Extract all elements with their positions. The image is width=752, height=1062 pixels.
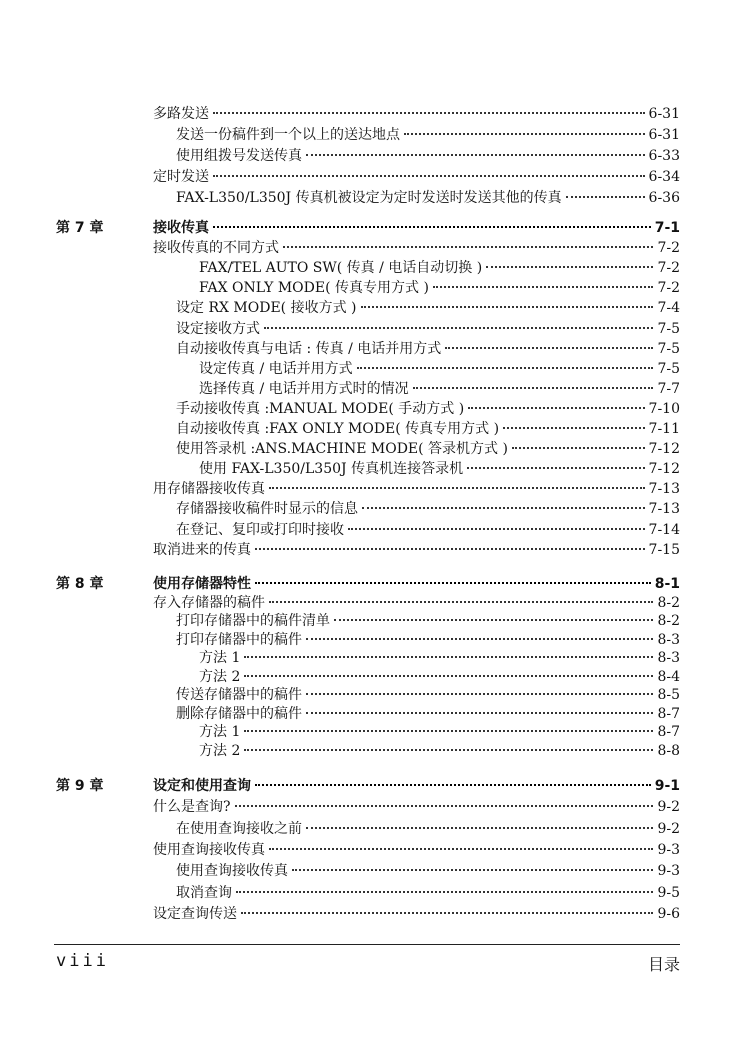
- toc-entry-page: 7-5: [657, 340, 680, 357]
- dot-leader: [306, 154, 645, 156]
- dot-leader: [283, 246, 653, 248]
- toc-entry-title: 存入存储器的稿件: [153, 594, 265, 611]
- toc-entry[interactable]: [153, 188, 680, 208]
- toc-entry-title: 打印存储器中的稿件清单: [176, 613, 330, 629]
- toc-entry-page: 6-31: [648, 127, 680, 143]
- toc-entry-title: 自动接收传真 :FAX ONLY MODE( 传真专用方式 ): [176, 421, 500, 437]
- toc-entry[interactable]: [153, 339, 680, 359]
- toc-entry-page: 7-5: [657, 360, 680, 377]
- toc-entry-title: FAX ONLY MODE( 传真专用方式 ): [199, 280, 429, 297]
- toc-entry-page: 8-3: [657, 650, 680, 666]
- toc-entry-title: 在登记、复印或打印时接收: [176, 521, 344, 538]
- chapter-label: 第 7 章: [56, 220, 104, 236]
- toc-entry-title: 方法 2: [199, 668, 241, 685]
- dot-leader: [269, 601, 653, 603]
- toc-entry[interactable]: [153, 167, 680, 187]
- dot-leader: [213, 175, 645, 177]
- toc-entry-page: 7-1: [654, 220, 680, 236]
- toc-entry-page: 7-2: [657, 240, 680, 257]
- dot-leader: [413, 387, 654, 389]
- dot-leader: [244, 656, 653, 658]
- toc-entry-title: 使用存储器特性: [153, 576, 251, 592]
- toc-entry[interactable]: [153, 776, 680, 796]
- toc-entry-title: 方法 2: [199, 742, 241, 759]
- toc-entry-page: 7-12: [648, 461, 680, 478]
- toc-entry[interactable]: [153, 520, 680, 540]
- toc-entry[interactable]: [153, 648, 680, 668]
- toc-entry-title: 存储器接收稿件时显示的信息: [176, 501, 358, 518]
- chapter-label: 第 8 章: [56, 576, 104, 592]
- toc-entry-title: 什么是查询?: [153, 799, 231, 816]
- dot-leader: [467, 467, 644, 469]
- toc-entry-page: 6-33: [648, 148, 680, 164]
- dot-leader: [236, 891, 653, 893]
- toc-entry-title: 设定 RX MODE( 接收方式 ): [176, 300, 357, 317]
- page-number: viii: [56, 951, 109, 971]
- toc-entry-page: 8-2: [657, 613, 680, 629]
- toc-entry[interactable]: [153, 904, 680, 924]
- toc-entry-title: 使用查询接收传真: [176, 863, 288, 880]
- dot-leader: [404, 133, 645, 135]
- toc-entry-page: 7-5: [657, 320, 680, 337]
- toc-entry-page: 9-1: [654, 778, 680, 794]
- toc-entry-title: 定时发送: [153, 169, 209, 185]
- toc-entry[interactable]: [153, 797, 680, 817]
- toc-entry-title: 打印存储器中的稿件: [176, 631, 302, 648]
- toc-entry[interactable]: [153, 258, 680, 278]
- toc-entry[interactable]: [153, 419, 680, 439]
- toc-entry-page: 7-11: [648, 421, 680, 437]
- toc-entry[interactable]: [153, 379, 680, 399]
- toc-entry[interactable]: [153, 861, 680, 881]
- dot-leader: [244, 730, 653, 732]
- dot-leader: [244, 749, 653, 751]
- dot-leader: [566, 196, 645, 198]
- toc-entry-page: 7-2: [657, 260, 680, 277]
- toc-entry[interactable]: [153, 722, 680, 742]
- dot-leader: [512, 447, 645, 449]
- toc-entry-title: 删除存储器中的稿件: [176, 705, 302, 722]
- dot-leader: [255, 582, 651, 584]
- toc-entry[interactable]: [153, 883, 680, 903]
- toc-entry-title: 设定查询传送: [153, 905, 237, 922]
- dot-leader: [433, 286, 654, 288]
- toc-entry[interactable]: [153, 298, 680, 318]
- toc-entry-title: 设定接收方式: [176, 320, 260, 337]
- toc-entry-page: 9-5: [657, 884, 680, 901]
- toc-entry-page: 8-1: [654, 576, 680, 592]
- toc-entry-title: 取消查询: [176, 884, 232, 901]
- toc-entry[interactable]: [153, 479, 680, 499]
- toc-entry-page: 6-31: [648, 106, 680, 122]
- toc-entry-title: 多路发送: [153, 106, 209, 122]
- toc-entry-page: 9-3: [657, 863, 680, 880]
- dot-leader: [348, 528, 645, 530]
- dot-leader: [241, 912, 653, 914]
- toc-entry[interactable]: [153, 819, 680, 839]
- chapter-label: 第 9 章: [56, 778, 104, 794]
- dot-leader: [244, 675, 653, 677]
- toc-entry-page: 6-34: [648, 169, 680, 185]
- dot-leader: [255, 784, 651, 786]
- dot-leader: [306, 638, 653, 640]
- toc-entry-title: 自动接收传真与电话 : 传真 / 电话并用方式: [176, 340, 442, 357]
- toc-entry[interactable]: [153, 630, 680, 650]
- dot-leader: [269, 848, 653, 850]
- toc-entry-page: 9-2: [657, 820, 680, 837]
- toc-entry-page: 7-13: [648, 481, 680, 498]
- toc-entry-title: 用存储器接收传真: [153, 481, 265, 498]
- dot-leader: [306, 693, 653, 695]
- toc-entry[interactable]: [153, 667, 680, 687]
- toc-entry-page: 9-3: [657, 841, 680, 858]
- toc-entry-page: 9-2: [657, 799, 680, 816]
- dot-leader: [486, 266, 653, 268]
- toc-entry-title: 设定和使用查询: [153, 778, 251, 794]
- toc-entry[interactable]: [153, 125, 680, 145]
- toc-entry-page: 8-3: [657, 631, 680, 648]
- toc-entry[interactable]: [153, 499, 680, 519]
- dot-leader: [306, 712, 653, 714]
- toc-entry-title: 手动接收传真 :MANUAL MODE( 手动方式 ): [176, 400, 465, 417]
- toc-entry[interactable]: [153, 146, 680, 166]
- toc-entry[interactable]: [153, 278, 680, 298]
- toc-entry-page: 7-4: [657, 300, 680, 317]
- toc-entry[interactable]: [153, 685, 680, 705]
- toc-entry-page: 6-36: [648, 190, 680, 206]
- dot-leader: [334, 619, 653, 621]
- toc-entry-title: 使用答录机 :ANS.MACHINE MODE( 答录机方式 ): [176, 441, 508, 458]
- toc-entry-page: 7-13: [648, 501, 680, 518]
- toc-entry-page: 9-6: [657, 905, 680, 922]
- dot-leader: [264, 327, 653, 329]
- section-title: 目录: [647, 955, 680, 974]
- toc-entry-title: 设定传真 / 电话并用方式: [199, 360, 353, 377]
- toc-entry[interactable]: [153, 704, 680, 724]
- dot-leader: [445, 347, 653, 349]
- toc-entry-title: 方法 1: [199, 724, 241, 740]
- toc-entry[interactable]: [153, 840, 680, 860]
- toc-entry-page: 8-8: [657, 742, 680, 759]
- dot-leader: [361, 306, 654, 308]
- toc-entry-page: 8-5: [657, 687, 680, 703]
- toc-entry-title: 选择传真 / 电话并用方式时的情况: [199, 380, 409, 397]
- toc-entry-title: 使用组拨号发送传真: [176, 148, 302, 164]
- toc-entry[interactable]: [153, 104, 680, 124]
- toc-entry-page: 7-7: [657, 380, 680, 397]
- toc-entry-page: 8-4: [657, 668, 680, 685]
- toc-entry-title: 方法 1: [199, 650, 241, 666]
- toc-entry[interactable]: [153, 359, 680, 379]
- toc-entry-page: 8-7: [657, 724, 680, 740]
- toc-entry[interactable]: [153, 218, 680, 238]
- dot-leader: [235, 805, 654, 807]
- dot-leader: [213, 226, 651, 228]
- toc-entry-title: 取消进来的传真: [153, 541, 251, 558]
- dot-leader: [362, 507, 645, 509]
- toc-entry[interactable]: [153, 741, 680, 761]
- dot-leader: [213, 112, 645, 114]
- toc-entry-page: 7-15: [648, 541, 680, 558]
- toc-entry[interactable]: [153, 319, 680, 339]
- toc-entry-title: FAX/TEL AUTO SW( 传真 / 电话自动切换 ): [199, 260, 483, 277]
- toc-entry-title: 发送一份稿件到一个以上的送达地点: [176, 127, 400, 143]
- toc-entry-title: 使用查询接收传真: [153, 841, 265, 858]
- toc-entry-title: 接收传真: [153, 220, 209, 236]
- toc-entry[interactable]: [153, 574, 680, 594]
- toc-entry[interactable]: [153, 439, 680, 459]
- toc-entry-page: 7-12: [648, 441, 680, 458]
- toc-entry-page: 7-2: [657, 280, 680, 297]
- toc-entry[interactable]: [153, 611, 680, 631]
- toc-entry-page: 8-7: [657, 705, 680, 722]
- dot-leader: [468, 407, 644, 409]
- toc-entry-title: 使用 FAX-L350/L350J 传真机连接答录机: [199, 461, 464, 478]
- toc-entry-page: 7-10: [648, 400, 680, 417]
- toc-entry-page: 7-14: [648, 521, 680, 538]
- footer-rule: [54, 944, 680, 945]
- toc-entry-page: 8-2: [657, 594, 680, 611]
- dot-leader: [306, 827, 653, 829]
- dot-leader: [292, 869, 653, 871]
- dot-leader: [503, 427, 644, 429]
- toc-entry[interactable]: [153, 238, 680, 258]
- toc-entry-title: FAX-L350/L350J 传真机被设定为定时发送时发送其他的传真: [176, 190, 562, 206]
- toc-entry-title: 接收传真的不同方式: [153, 240, 279, 257]
- dot-leader: [357, 367, 654, 369]
- toc-entry[interactable]: [153, 459, 680, 479]
- toc-entry[interactable]: [153, 399, 680, 419]
- toc-entry-title: 在使用查询接收之前: [176, 820, 302, 837]
- dot-leader: [269, 487, 645, 489]
- toc-entry-title: 传送存储器中的稿件: [176, 687, 302, 703]
- toc-entry[interactable]: [153, 593, 680, 613]
- dot-leader: [255, 548, 645, 550]
- toc-entry[interactable]: [153, 540, 680, 560]
